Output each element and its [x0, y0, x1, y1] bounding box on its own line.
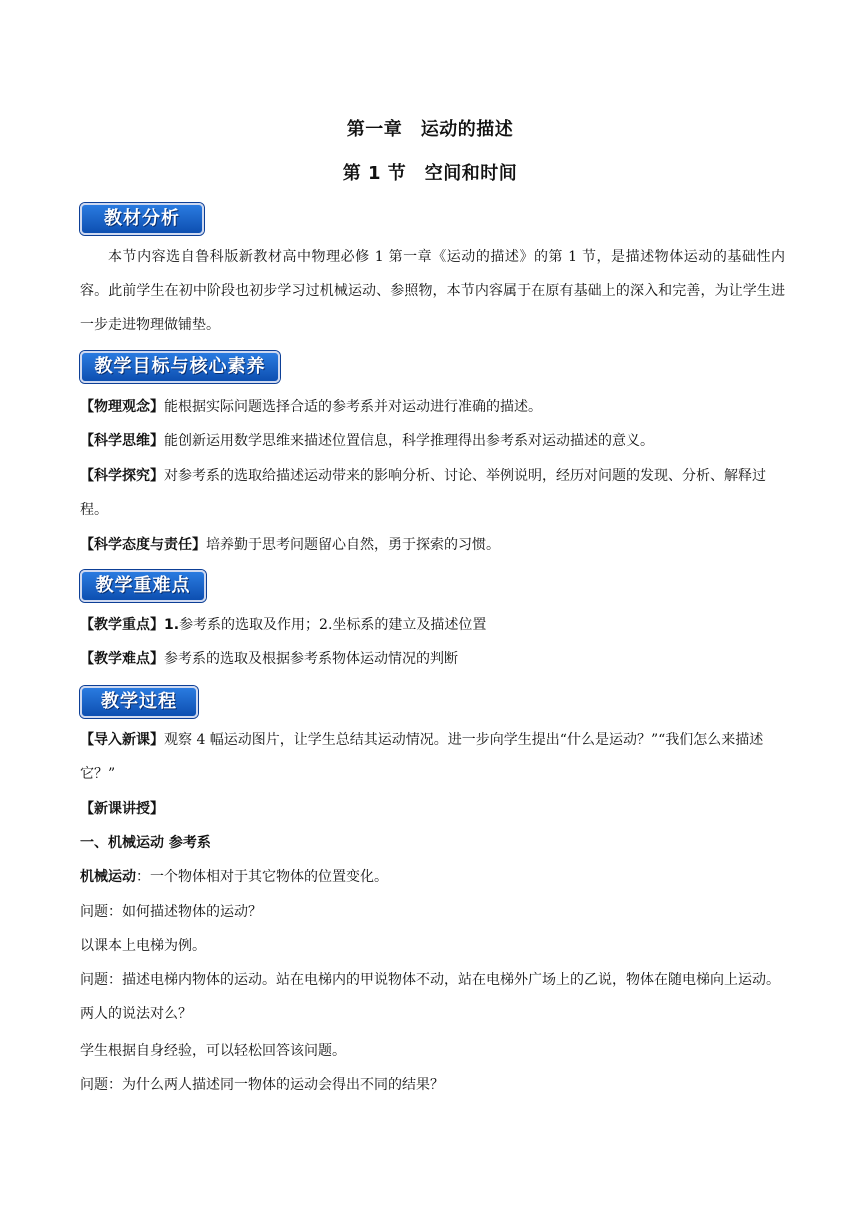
goal-label: 【科学态度与责任】 — [80, 537, 206, 553]
example-line: 以课本上电梯为例。 — [80, 938, 206, 954]
goal-text: 能根据实际问题选择合适的参考系并对运动进行准确的描述。 — [164, 399, 542, 415]
goal-text: 能创新运用数学思维来描述位置信息，科学推理得出参考系对运动描述的意义。 — [164, 433, 654, 449]
intro-text: 观察 4 幅运动图片，让学生总结其运动情况。进一步向学生提出“什么是运动？”“我们怎么来描述它？” — [80, 732, 764, 782]
new-lesson-label: 【新课讲授】 — [80, 801, 164, 817]
goal-label: 【物理观念】 — [80, 399, 164, 415]
answer-line: 学生根据自身经验，可以轻松回答该问题。 — [80, 1043, 346, 1059]
analysis-paragraph: 本节内容选自鲁科版新教材高中物理必修 1 第一章《运动的描述》的第 1 节，是描述物体运动的基础性内容。此前学生在初中阶段也初步学习过机械运动、参照物，本节内容属于在原有基础上的深入和完善，为让学生进一步走进物理做铺垫。 — [80, 249, 785, 333]
goal-item — [80, 397, 785, 417]
badge-textbook-analysis: 教材分析 — [80, 203, 204, 235]
keypoint-text: 参考系的选取及作用；2.坐标系的建立及描述位置 — [179, 617, 487, 633]
keypoint-item — [80, 615, 785, 635]
definition-line — [80, 867, 785, 887]
definition-text: ：一个物体相对于其它物体的位置变化。 — [136, 869, 388, 885]
definition-term: 机械运动 — [80, 869, 136, 885]
question-line: 问题：描述电梯内物体的运动。站在电梯内的甲说物体不动，站在电梯外广场上的乙说，物体在随电梯向上运动。两人的说法对么？ — [80, 972, 780, 1022]
goal-label: 【科学探究】 — [80, 468, 164, 484]
badge-key-difficult-points: 教学重难点 — [80, 570, 206, 602]
keypoint-text: 参考系的选取及根据参考系物体运动情况的判断 — [164, 651, 458, 667]
goal-text: 培养勤于思考问题留心自然，勇于探索的习惯。 — [206, 537, 500, 553]
question-line: 问题：为什么两人描述同一物体的运动会得出不同的结果？ — [80, 1077, 444, 1093]
goal-item — [80, 459, 785, 527]
intro-paragraph — [80, 723, 785, 791]
goal-label: 【科学思维】 — [80, 433, 164, 449]
badge-teaching-goals: 教学目标与核心素养 — [80, 351, 280, 383]
section-title: 第 1 节 空间和时间 — [342, 163, 518, 184]
badge-teaching-process: 教学过程 — [80, 686, 198, 718]
chapter-title: 第一章 运动的描述 — [346, 119, 514, 140]
keypoint-label: 【教学难点】 — [80, 651, 164, 667]
goal-item — [80, 535, 785, 555]
keypoint-item — [80, 649, 785, 669]
keypoint-label: 【教学重点】 — [80, 617, 164, 633]
section-heading: 一、机械运动 参考系 — [80, 835, 211, 851]
goal-item — [80, 431, 785, 451]
question-line: 问题：如何描述物体的运动？ — [80, 904, 262, 920]
keypoint-number: 1. — [164, 617, 180, 633]
intro-label: 【导入新课】 — [80, 732, 164, 748]
goal-text: 对参考系的选取给描述运动带来的影响分析、讨论、举例说明，经历对问题的发现、分析、解释过程。 — [80, 468, 766, 518]
